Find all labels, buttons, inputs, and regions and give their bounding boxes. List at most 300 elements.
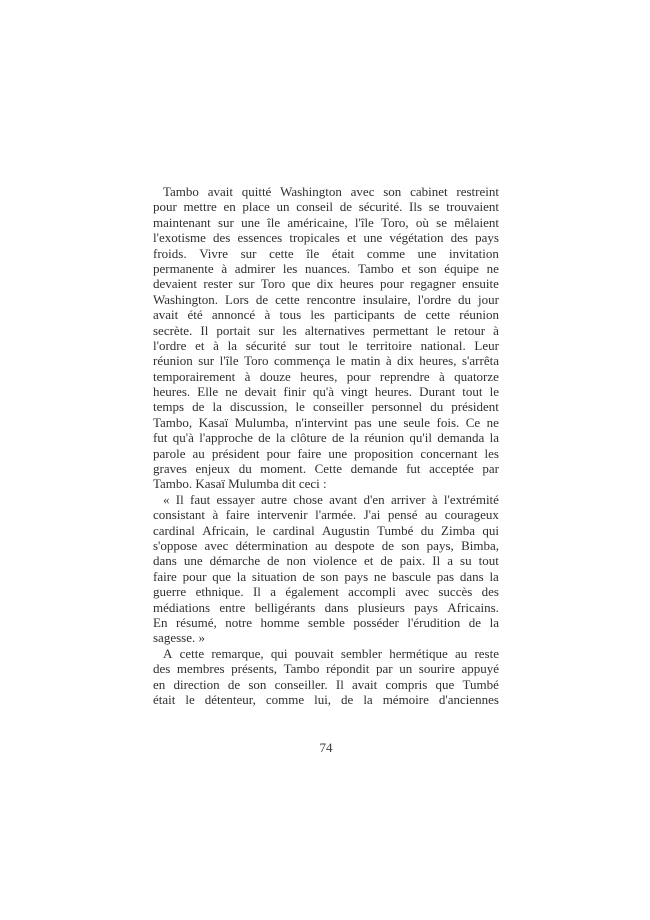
word: Lors [225, 291, 249, 307]
word: Washington [280, 184, 342, 199]
word: mêlaient [454, 214, 499, 230]
word: Toro [260, 276, 286, 292]
word: les [484, 445, 499, 461]
word: discussion, [229, 399, 288, 415]
word: rester [203, 276, 233, 292]
word: Ils [409, 199, 423, 215]
word: portait [216, 322, 251, 338]
word: ethnique. [195, 584, 244, 600]
word: conseil [296, 199, 334, 215]
word: la [212, 399, 222, 415]
text-line [153, 615, 499, 630]
word: mémoire [382, 691, 429, 707]
word: paix. [399, 553, 426, 569]
word: J'ai [363, 507, 381, 523]
word: à [439, 368, 445, 384]
text-line [153, 307, 499, 322]
word: au [425, 507, 438, 523]
word: ne [225, 384, 238, 400]
word: guerre [153, 584, 187, 600]
word: la [349, 430, 360, 446]
word: essayer [216, 491, 255, 507]
word: courageux [444, 507, 499, 523]
word: annoncé [211, 307, 256, 323]
word: Leur [474, 337, 499, 353]
word: à [385, 353, 392, 369]
word: pour [182, 568, 207, 584]
text-line [153, 399, 499, 414]
word: heures, [300, 368, 338, 384]
word: se [428, 199, 440, 215]
word: l'armée. [315, 507, 357, 523]
word: pas [354, 414, 372, 430]
word: en [223, 199, 236, 215]
word: personnel [371, 399, 423, 415]
word: au [192, 445, 205, 461]
word: temporairement [153, 368, 236, 384]
word: intervenir [257, 507, 308, 523]
word: dans [153, 553, 177, 569]
word: était [153, 691, 176, 707]
word: son [401, 537, 420, 553]
word: Tambo [163, 184, 199, 199]
word: su [460, 553, 472, 569]
text-line [153, 261, 499, 276]
word: demanda [437, 430, 485, 446]
word: également [285, 584, 339, 600]
word: président [211, 445, 260, 461]
word: de [468, 614, 482, 630]
word: posséder [353, 614, 399, 630]
word: son [383, 184, 402, 199]
word: avait [153, 307, 179, 323]
word: que [435, 676, 455, 692]
word: avait [352, 676, 378, 692]
word: trouvaient [446, 199, 499, 215]
text-line [153, 692, 499, 707]
text-line [153, 292, 499, 307]
text-line [153, 538, 499, 553]
word: dans [324, 599, 349, 615]
word: bascule [391, 568, 431, 584]
word: A [163, 645, 173, 661]
word: froids. [153, 245, 187, 261]
word: qu'à [172, 430, 194, 446]
text-line [153, 430, 499, 445]
word: graves [153, 461, 187, 477]
word: sur [218, 214, 234, 230]
word: des [213, 230, 231, 246]
word: les [282, 322, 297, 338]
word: Durant [419, 384, 456, 400]
word: dans [459, 568, 484, 584]
text-line [153, 677, 499, 692]
word: sur [294, 337, 311, 353]
word: qui [482, 522, 499, 538]
word: pensé [387, 507, 418, 523]
text-line [153, 569, 499, 584]
word: cette [425, 307, 450, 323]
word: île [306, 245, 320, 261]
word: se [436, 214, 447, 230]
word: avec [405, 584, 429, 600]
word: une [363, 230, 383, 246]
word: temps [153, 399, 185, 415]
word: » [198, 630, 205, 646]
word: territoire [366, 337, 412, 353]
word: jour [477, 291, 499, 307]
word: vingt [341, 384, 368, 400]
text-line [153, 661, 499, 676]
word: succès [438, 584, 473, 600]
word: participants [334, 307, 395, 323]
word: de [258, 430, 271, 446]
word: Mulumba [228, 476, 279, 492]
word: du [420, 522, 434, 538]
word: parole [153, 445, 186, 461]
word: la [363, 691, 373, 707]
word: invitation [449, 245, 499, 261]
word: moment. [260, 461, 307, 477]
word: pays [475, 230, 499, 246]
word: une [328, 445, 348, 461]
word: tout [319, 337, 340, 353]
word: de [302, 568, 315, 584]
word: national. [420, 337, 466, 353]
word: répondit [326, 661, 370, 677]
word: Il [335, 676, 344, 692]
word: que [212, 568, 231, 584]
word: pouvait [294, 645, 334, 661]
word: par [376, 661, 393, 677]
word: et [363, 553, 374, 569]
word: place [242, 199, 270, 215]
word: son [320, 568, 339, 584]
word: l'ordre [417, 291, 452, 307]
word: dix [316, 276, 334, 292]
word: Ce [465, 414, 481, 430]
word: sécurité [245, 337, 287, 353]
word: secrète. [153, 322, 193, 338]
word: américaine, [287, 214, 348, 230]
word: accompli [348, 584, 396, 600]
word: de [341, 691, 354, 707]
word: a [447, 553, 454, 569]
word: retour [453, 322, 486, 338]
word: faut [189, 491, 211, 507]
word: « [163, 491, 170, 507]
text-line [153, 476, 499, 491]
word: compris [385, 676, 428, 692]
word: végétation [389, 230, 444, 246]
word: cette [269, 245, 294, 261]
word: semble [308, 614, 345, 630]
word: a [270, 584, 277, 600]
word: pour [266, 445, 291, 461]
page-text [153, 184, 499, 707]
word: Augustin [322, 522, 370, 538]
word: la [489, 430, 499, 446]
word: Africain, [202, 522, 249, 538]
word: qui [270, 645, 288, 661]
word: autre [261, 491, 287, 507]
text-line [153, 492, 499, 507]
text-line [153, 600, 499, 615]
word: en [153, 676, 166, 692]
word: Il [252, 584, 261, 600]
word: sembler [340, 645, 383, 661]
word: conseiller. [274, 676, 328, 692]
text-line [153, 323, 499, 338]
word: acceptée [429, 461, 474, 477]
word: un [399, 661, 413, 677]
text-line [153, 215, 499, 230]
word: devaient [153, 276, 198, 292]
word: une [417, 245, 437, 261]
word: dit [281, 476, 296, 492]
word: et [401, 260, 411, 276]
word: la [489, 568, 499, 584]
word: admirer [234, 260, 276, 276]
word: l'île [354, 214, 374, 230]
text-line [153, 338, 499, 353]
word: réunion [459, 307, 499, 323]
word: pour [153, 199, 177, 215]
word: matin [350, 353, 381, 369]
text-line [153, 461, 499, 476]
word: non [286, 553, 306, 569]
word: une [183, 553, 203, 569]
word: à [493, 322, 499, 338]
word: l'approche [199, 430, 253, 446]
word: : [322, 476, 327, 492]
word: de [255, 291, 269, 307]
word: le [185, 691, 195, 707]
word: des [450, 230, 468, 246]
page-number: 74 [319, 740, 333, 755]
word: commença [274, 353, 331, 369]
word: plusieurs [357, 599, 405, 615]
word: de [381, 537, 395, 553]
word: où [415, 214, 429, 230]
word: insulaire, [362, 291, 411, 307]
text-line [153, 646, 499, 661]
word: Kasaï [195, 476, 225, 492]
word: été [187, 307, 203, 323]
word: les [310, 307, 325, 323]
word: notre [225, 614, 252, 630]
word: nuances. [305, 260, 351, 276]
word: était [331, 245, 355, 261]
word: que [291, 276, 311, 292]
word: Mulumba, [234, 414, 289, 430]
word: membres [176, 661, 225, 677]
word: avant [329, 491, 358, 507]
word: permanente [153, 260, 214, 276]
word: sourire [418, 661, 455, 677]
text-line [153, 353, 499, 368]
word: pour [380, 276, 404, 292]
word: pas [436, 568, 455, 584]
word: proposition [354, 445, 414, 461]
word: à [264, 307, 271, 323]
word: du [458, 291, 471, 307]
word: d'anciennes [438, 691, 499, 707]
word: regagner [410, 276, 456, 292]
word: des [481, 584, 499, 600]
word: comme [366, 245, 406, 261]
word: Elle [197, 384, 219, 400]
word: de [339, 199, 352, 215]
word: Tambo [283, 661, 320, 677]
word: concernant [420, 445, 478, 461]
word: Toro, [381, 214, 409, 230]
word: la [275, 430, 286, 446]
word: dix [397, 353, 414, 369]
word: Kasaï [198, 414, 229, 430]
word: de [227, 676, 241, 692]
word: cabinet [410, 184, 448, 199]
word: par [482, 461, 499, 477]
word: faire [297, 445, 322, 461]
word: à [431, 491, 438, 507]
word: tout [478, 553, 499, 569]
word: Il [200, 322, 209, 338]
word: à [213, 337, 219, 353]
word: sur [258, 322, 275, 338]
word: tous [279, 307, 302, 323]
word: maintenant [153, 214, 211, 230]
word: tropicales [289, 230, 340, 246]
word: Washington. [153, 291, 219, 307]
word: ceci [298, 476, 320, 492]
word: une [378, 414, 397, 430]
word: de [267, 553, 280, 569]
word: réunion [153, 353, 193, 369]
word: pays [414, 599, 438, 615]
word: sur [238, 276, 255, 292]
word: résumé, [175, 614, 217, 630]
word: l'extrémité [443, 491, 499, 507]
word: belligérants [254, 599, 316, 615]
word: la [489, 614, 499, 630]
word: devait [244, 384, 277, 400]
word: à [221, 260, 228, 276]
word: n'intervint [294, 414, 348, 430]
word: Il [432, 553, 441, 569]
word: une [241, 214, 260, 230]
word: En [153, 614, 168, 630]
word: restreint [456, 184, 499, 199]
word: remarque, [211, 645, 264, 661]
text-line [153, 369, 499, 384]
word: l'exotisme [153, 230, 206, 246]
word: la [227, 337, 238, 353]
word: hermétique [389, 645, 448, 661]
word: fut [406, 461, 421, 477]
word: de [332, 430, 345, 446]
word: détermination [235, 537, 308, 553]
word: à [244, 368, 251, 384]
word: fut [153, 430, 168, 446]
text-line [153, 446, 499, 461]
word: pays [344, 568, 369, 584]
word: heures, [419, 353, 457, 369]
word: consistant [153, 507, 205, 523]
word: cette [179, 645, 205, 661]
word: reprendre [379, 368, 430, 384]
word: sagesse. [153, 630, 196, 646]
text-line [153, 384, 499, 399]
word: des [153, 661, 171, 677]
word: ne [486, 260, 499, 276]
word: cette [275, 291, 300, 307]
word: la [236, 568, 247, 584]
word: s'arrêta [462, 353, 499, 369]
word: finir [283, 384, 306, 400]
text-line [153, 199, 499, 214]
word: homme [260, 614, 300, 630]
word: cardinal [153, 522, 195, 538]
word: faire [225, 507, 250, 523]
word: sur [240, 245, 257, 261]
word: reste [474, 645, 499, 661]
word: lui, [314, 691, 332, 707]
word: à [212, 507, 219, 523]
word: entre [219, 599, 246, 615]
word: président [451, 399, 499, 415]
word: sur [198, 353, 215, 369]
word: douze [259, 368, 291, 384]
word: le [295, 399, 305, 415]
word: équipe [444, 260, 479, 276]
word: Tambo. [153, 476, 193, 492]
word: réunion [364, 430, 405, 446]
word: seule [403, 414, 431, 430]
word: l'érudition [407, 614, 461, 630]
word: qu'à [312, 384, 334, 400]
word: situation [251, 568, 297, 584]
text-line [153, 184, 499, 199]
word: demande [350, 461, 398, 477]
word: quitté [241, 184, 272, 199]
word: détenteur, [204, 691, 256, 707]
word: heures. [374, 384, 413, 400]
word: l'ordre [153, 337, 187, 353]
word: un [276, 199, 290, 215]
word: heures. [153, 384, 191, 400]
word: fois. [436, 414, 460, 430]
word: Bimba, [461, 537, 499, 553]
word: ne [486, 414, 499, 430]
word: pour [346, 368, 371, 384]
word: avec [204, 537, 229, 553]
word: enjeux [195, 461, 231, 477]
word: Vivre [199, 245, 229, 261]
word: médiations [153, 599, 211, 615]
text-line [153, 415, 499, 430]
word: du [430, 399, 444, 415]
word: de [192, 399, 205, 415]
word: Il [175, 491, 184, 507]
word: ne [373, 568, 387, 584]
text-line [153, 553, 499, 568]
word: rencontre [306, 291, 356, 307]
word: l'île [219, 353, 239, 369]
word: au [454, 645, 468, 661]
text-line [153, 230, 499, 245]
word: qu'il [409, 430, 432, 446]
